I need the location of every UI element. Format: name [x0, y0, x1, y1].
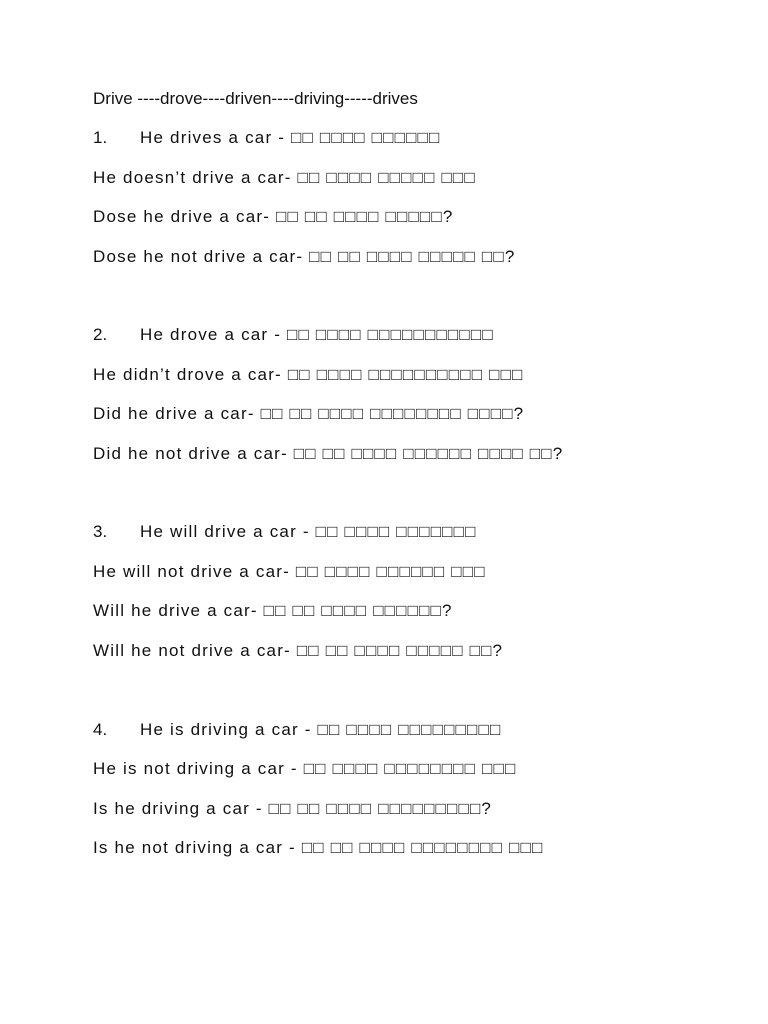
sentence: Dose he drive a car- □□ □□ □□□□ □□□□□? — [93, 207, 454, 226]
section-4-first-line — [93, 720, 501, 740]
section-number: 1. — [93, 128, 108, 147]
sentence: He doesn’t drive a car- □□ □□□□ □□□□□ □□□ — [93, 168, 476, 187]
sentence: Did he drive a car- □□ □□ □□□□ □□□□□□□□ □□□□? — [93, 404, 525, 423]
section-number: 4. — [93, 720, 108, 739]
sentence: He is not driving a car - □□ □□□□ □□□□□□□□ □□□ — [93, 759, 517, 778]
sentence: He will drive a car - □□ □□□□ □□□□□□□ — [140, 522, 477, 541]
sentence: Will he drive a car- □□ □□ □□□□ □□□□□□? — [93, 601, 453, 620]
section-number: 2. — [93, 325, 108, 344]
sentence: Is he not driving a car - □□ □□ □□□□ □□□□□□□□ □□□ — [93, 838, 544, 857]
sentence: He is driving a car - □□ □□□□ □□□□□□□□□ — [140, 720, 502, 739]
section-number: 3. — [93, 522, 108, 541]
section-3-first-line — [93, 522, 477, 542]
sentence: Is he driving a car - □□ □□ □□□□ □□□□□□□□□? — [93, 799, 493, 818]
section-2-first-line — [93, 325, 494, 345]
section-1-first-line — [93, 128, 441, 148]
sentence: He drives a car - □□ □□□□ □□□□□□ — [140, 128, 441, 147]
verb-forms-header: Drive ----drove----driven----driving-----drives — [93, 89, 418, 108]
sentence: He will not drive a car- □□ □□□□ □□□□□□ □□□ — [93, 562, 486, 581]
sentence: Will he not drive a car- □□ □□ □□□□ □□□□□ □□? — [93, 641, 504, 660]
sentence: He didn’t drove a car- □□ □□□□ □□□□□□□□□□ □□□ — [93, 365, 524, 384]
sentence: He drove a car - □□ □□□□ □□□□□□□□□□□ — [140, 325, 494, 344]
sentence: Dose he not drive a car- □□ □□ □□□□ □□□□□ □□? — [93, 247, 516, 266]
sentence: Did he not drive a car- □□ □□ □□□□ □□□□□□ □□□□ □□? — [93, 444, 564, 463]
